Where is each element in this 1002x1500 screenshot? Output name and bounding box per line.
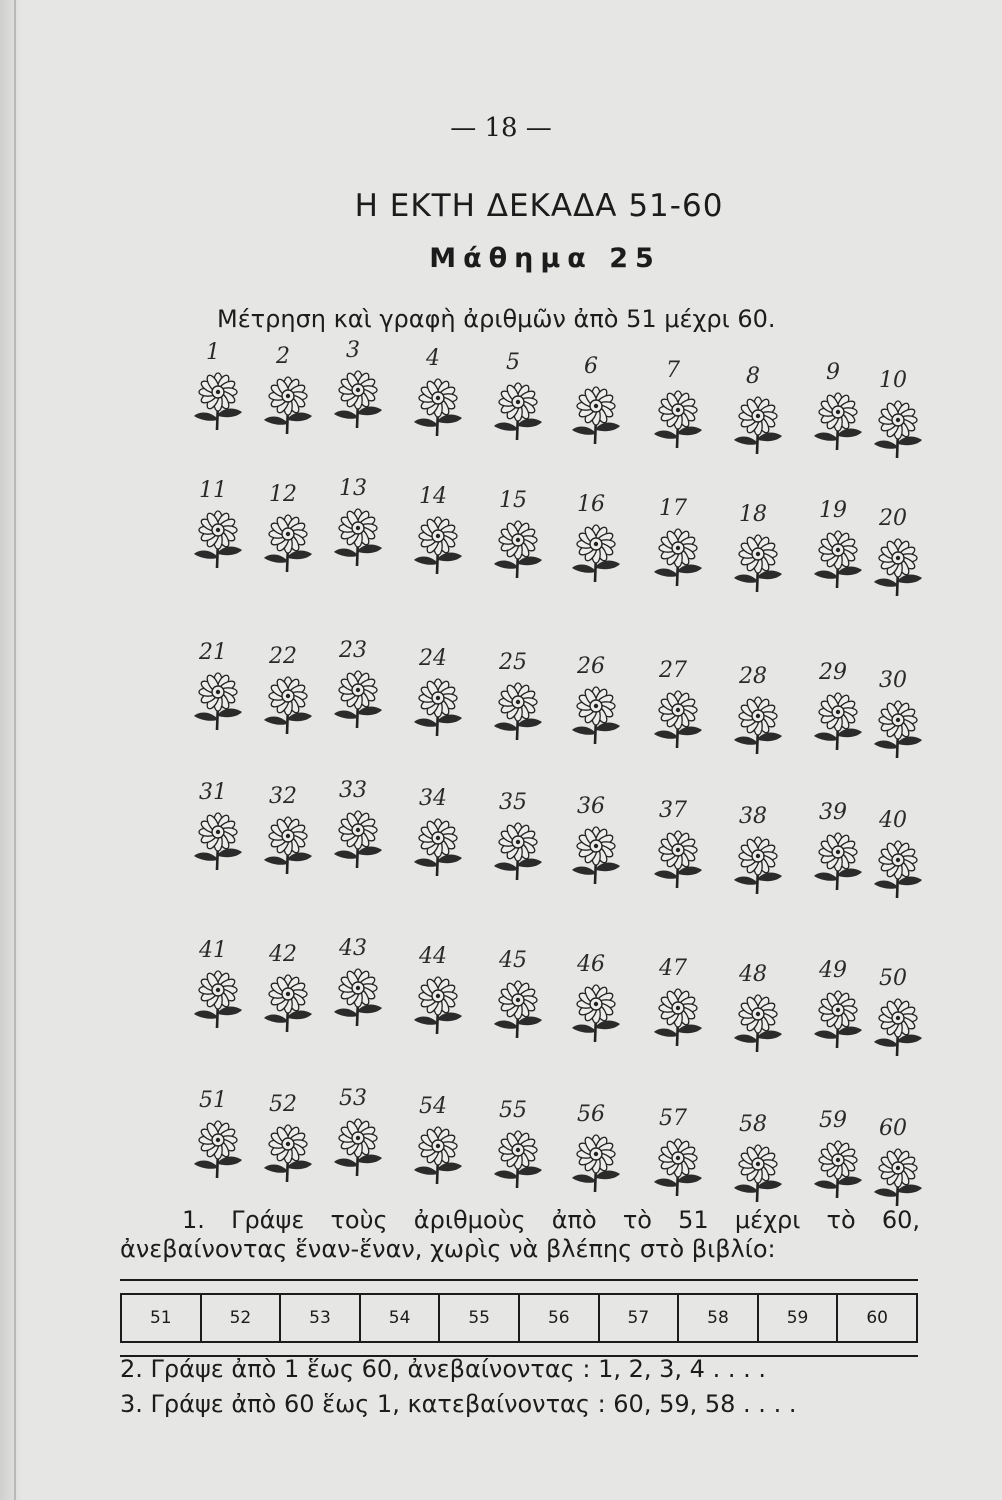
flower-cell <box>178 640 258 750</box>
flower-cell <box>178 1088 258 1198</box>
page-number: — 18 — <box>450 113 552 143</box>
flower-number: 6 <box>584 354 598 379</box>
flower-cell <box>248 784 328 894</box>
flower-cell <box>556 952 636 1062</box>
answer-cell: 56 <box>520 1295 600 1341</box>
flower-cell <box>318 638 398 748</box>
flower-cell <box>718 804 798 914</box>
daisy-flower-icon <box>866 534 930 598</box>
flower-cell <box>718 962 798 1072</box>
answer-cell: 55 <box>440 1295 520 1341</box>
flower-number: 9 <box>826 360 840 385</box>
flower-number: 50 <box>879 966 907 991</box>
flower-number: 49 <box>819 958 847 983</box>
flower-number: 11 <box>199 478 227 503</box>
flower-cell <box>478 948 558 1058</box>
daisy-flower-icon <box>406 1122 470 1186</box>
flower-cell <box>318 338 398 448</box>
flower-number: 37 <box>659 798 687 823</box>
flower-number: 2 <box>276 344 290 369</box>
chapter-title: Η ΕΚΤΗ ΔΕΚΑΔΑ 51-60 <box>354 188 724 224</box>
flower-cell <box>858 368 938 478</box>
exercise-1: 1. Γράψε τοὺς ἀριθμοὺς ἀπὸ τὸ 51 μέχρι τὸ 60, ἀνεβαίνοντας ἕναν-ἕναν, χωρὶς νὰ βλέπης στὸ βιβλίο: <box>120 1206 920 1263</box>
daisy-flower-icon <box>486 378 550 442</box>
flower-number: 1 <box>206 340 220 365</box>
flower-cell <box>398 346 478 456</box>
flower-cell <box>318 936 398 1046</box>
flower-number: 27 <box>659 658 687 683</box>
flower-cell <box>718 364 798 474</box>
answer-cell: 52 <box>202 1295 282 1341</box>
flower-number: 58 <box>739 1112 767 1137</box>
flower-number: 43 <box>339 936 367 961</box>
flower-cell <box>858 668 938 778</box>
daisy-flower-icon <box>646 686 710 750</box>
flower-number: 35 <box>499 790 527 815</box>
daisy-flower-icon <box>326 666 390 730</box>
flower-number: 19 <box>819 498 847 523</box>
flower-cell <box>398 646 478 756</box>
flower-number: 56 <box>577 1102 605 1127</box>
answer-table <box>120 1279 918 1357</box>
flower-cell <box>318 1086 398 1196</box>
flower-number: 38 <box>739 804 767 829</box>
flower-cell <box>478 650 558 760</box>
flower-cell <box>478 1098 558 1208</box>
daisy-flower-icon <box>186 808 250 872</box>
daisy-flower-icon <box>486 976 550 1040</box>
flower-number: 32 <box>269 784 297 809</box>
daisy-flower-icon <box>186 668 250 732</box>
daisy-flower-icon <box>326 806 390 870</box>
flower-number: 22 <box>269 644 297 669</box>
answer-cell: 53 <box>281 1295 361 1341</box>
answer-cell: 51 <box>122 1295 202 1341</box>
flower-number: 53 <box>339 1086 367 1111</box>
daisy-flower-icon <box>256 672 320 736</box>
flower-number: 20 <box>879 506 907 531</box>
flower-cell <box>178 340 258 450</box>
daisy-flower-icon <box>646 386 710 450</box>
flower-cell <box>318 778 398 888</box>
daisy-flower-icon <box>866 696 930 760</box>
daisy-flower-icon <box>186 506 250 570</box>
flower-number: 55 <box>499 1098 527 1123</box>
flower-number: 41 <box>199 938 227 963</box>
flower-number: 23 <box>339 638 367 663</box>
daisy-flower-icon <box>866 836 930 900</box>
daisy-flower-icon <box>406 512 470 576</box>
daisy-flower-icon <box>646 1134 710 1198</box>
flower-number: 33 <box>339 778 367 803</box>
flower-cell <box>478 488 558 598</box>
flower-number: 15 <box>499 488 527 513</box>
flower-number: 52 <box>269 1092 297 1117</box>
daisy-flower-icon <box>256 1120 320 1184</box>
flower-number: 54 <box>419 1094 447 1119</box>
daisy-flower-icon <box>326 964 390 1028</box>
flower-cell <box>638 798 718 908</box>
flower-number: 44 <box>419 944 447 969</box>
flower-cell <box>556 354 636 464</box>
flower-number: 39 <box>819 800 847 825</box>
flower-number: 40 <box>879 808 907 833</box>
daisy-flower-icon <box>256 510 320 574</box>
daisy-flower-icon <box>326 1114 390 1178</box>
flower-cell <box>398 944 478 1054</box>
daisy-flower-icon <box>326 366 390 430</box>
answer-cell: 60 <box>866 1308 888 1328</box>
flower-cell <box>858 808 938 918</box>
flower-cell <box>178 780 258 890</box>
daisy-flower-icon <box>486 516 550 580</box>
flower-number: 3 <box>346 338 360 363</box>
daisy-flower-icon <box>256 970 320 1034</box>
daisy-flower-icon <box>564 520 628 584</box>
daisy-flower-icon <box>256 372 320 436</box>
flower-number: 8 <box>746 364 760 389</box>
flower-number: 60 <box>879 1116 907 1141</box>
daisy-flower-icon <box>256 812 320 876</box>
flower-number: 59 <box>819 1108 847 1133</box>
flower-number: 10 <box>879 368 907 393</box>
daisy-flower-icon <box>646 984 710 1048</box>
answer-cell: 54 <box>361 1295 441 1341</box>
flower-number: 13 <box>339 476 367 501</box>
flower-number: 30 <box>879 668 907 693</box>
daisy-flower-icon <box>406 374 470 438</box>
daisy-flower-icon <box>564 382 628 446</box>
flower-number: 14 <box>419 484 447 509</box>
flower-cell <box>248 644 328 754</box>
lesson-title: Μάθημα 25 <box>429 243 661 274</box>
flower-number: 42 <box>269 942 297 967</box>
daisy-flower-icon <box>186 1116 250 1180</box>
flower-number: 29 <box>819 660 847 685</box>
flower-number: 48 <box>739 962 767 987</box>
flower-cell <box>858 506 938 616</box>
subtitle: Μέτρηση καὶ γραφὴ ἀριθμῶν ἀπὸ 51 μέχρι 60. <box>217 305 776 333</box>
flower-number: 4 <box>426 346 440 371</box>
flower-number: 51 <box>199 1088 227 1113</box>
daisy-flower-icon <box>564 822 628 886</box>
flower-number: 25 <box>499 650 527 675</box>
flower-cell <box>478 790 558 900</box>
flower-cell <box>248 942 328 1052</box>
flower-cell <box>318 476 398 586</box>
flower-cell <box>178 938 258 1048</box>
flower-number: 28 <box>739 664 767 689</box>
flower-cell <box>718 664 798 774</box>
flower-number: 24 <box>419 646 447 671</box>
flower-number: 18 <box>739 502 767 527</box>
answer-cell: 59 <box>759 1295 839 1341</box>
daisy-flower-icon <box>186 368 250 432</box>
flower-cell <box>718 502 798 612</box>
flower-cell <box>398 786 478 896</box>
flower-number: 16 <box>577 492 605 517</box>
flower-number: 5 <box>506 350 520 375</box>
exercise-3: 3. Γράψε ἀπὸ 60 ἕως 1, κατεβαίνοντας : 60, 59, 58 . . . . <box>120 1390 797 1418</box>
flower-number: 45 <box>499 948 527 973</box>
flower-cell <box>248 344 328 454</box>
daisy-flower-icon <box>406 814 470 878</box>
flower-number: 34 <box>419 786 447 811</box>
flower-number: 12 <box>269 482 297 507</box>
flower-number: 31 <box>199 780 227 805</box>
answer-cell: 57 <box>600 1295 680 1341</box>
flower-cell <box>556 492 636 602</box>
flower-cell <box>638 658 718 768</box>
flower-cell <box>178 478 258 588</box>
daisy-flower-icon <box>486 678 550 742</box>
daisy-flower-icon <box>406 674 470 738</box>
exercise-2: 2. Γράψε ἀπὸ 1 ἕως 60, ἀνεβαίνοντας : 1, 2, 3, 4 . . . . <box>120 1355 766 1383</box>
flower-cell <box>638 1106 718 1216</box>
daisy-flower-icon <box>186 966 250 1030</box>
answer-table-row <box>120 1293 918 1343</box>
flower-cell <box>248 1092 328 1202</box>
daisy-flower-icon <box>564 682 628 746</box>
daisy-flower-icon <box>646 524 710 588</box>
daisy-flower-icon <box>866 396 930 460</box>
daisy-flower-icon <box>646 826 710 890</box>
flower-cell <box>556 794 636 904</box>
flower-cell <box>248 482 328 592</box>
flower-number: 36 <box>577 794 605 819</box>
daisy-flower-icon <box>726 832 790 896</box>
flower-cell <box>398 1094 478 1204</box>
flower-number: 26 <box>577 654 605 679</box>
flower-number: 57 <box>659 1106 687 1131</box>
flower-cell <box>638 358 718 468</box>
daisy-flower-icon <box>726 692 790 756</box>
daisy-flower-icon <box>866 994 930 1058</box>
daisy-flower-icon <box>564 1130 628 1194</box>
daisy-flower-icon <box>726 1140 790 1204</box>
flower-cell <box>638 496 718 606</box>
flower-number: 46 <box>577 952 605 977</box>
daisy-flower-icon <box>486 1126 550 1190</box>
answer-cell: 58 <box>679 1295 759 1341</box>
daisy-flower-icon <box>726 392 790 456</box>
flower-number: 7 <box>666 358 680 383</box>
daisy-flower-icon <box>564 980 628 1044</box>
daisy-flower-icon <box>726 530 790 594</box>
daisy-flower-icon <box>726 990 790 1054</box>
daisy-flower-icon <box>866 1144 930 1208</box>
flower-cell <box>478 350 558 460</box>
flower-number: 17 <box>659 496 687 521</box>
daisy-flower-icon <box>486 818 550 882</box>
flower-number: 47 <box>659 956 687 981</box>
flower-cell <box>638 956 718 1066</box>
daisy-flower-icon <box>326 504 390 568</box>
daisy-flower-icon <box>406 972 470 1036</box>
flower-number: 21 <box>199 640 227 665</box>
flower-cell <box>556 654 636 764</box>
flower-cell <box>398 484 478 594</box>
flower-cell <box>858 966 938 1076</box>
flower-cell <box>556 1102 636 1212</box>
